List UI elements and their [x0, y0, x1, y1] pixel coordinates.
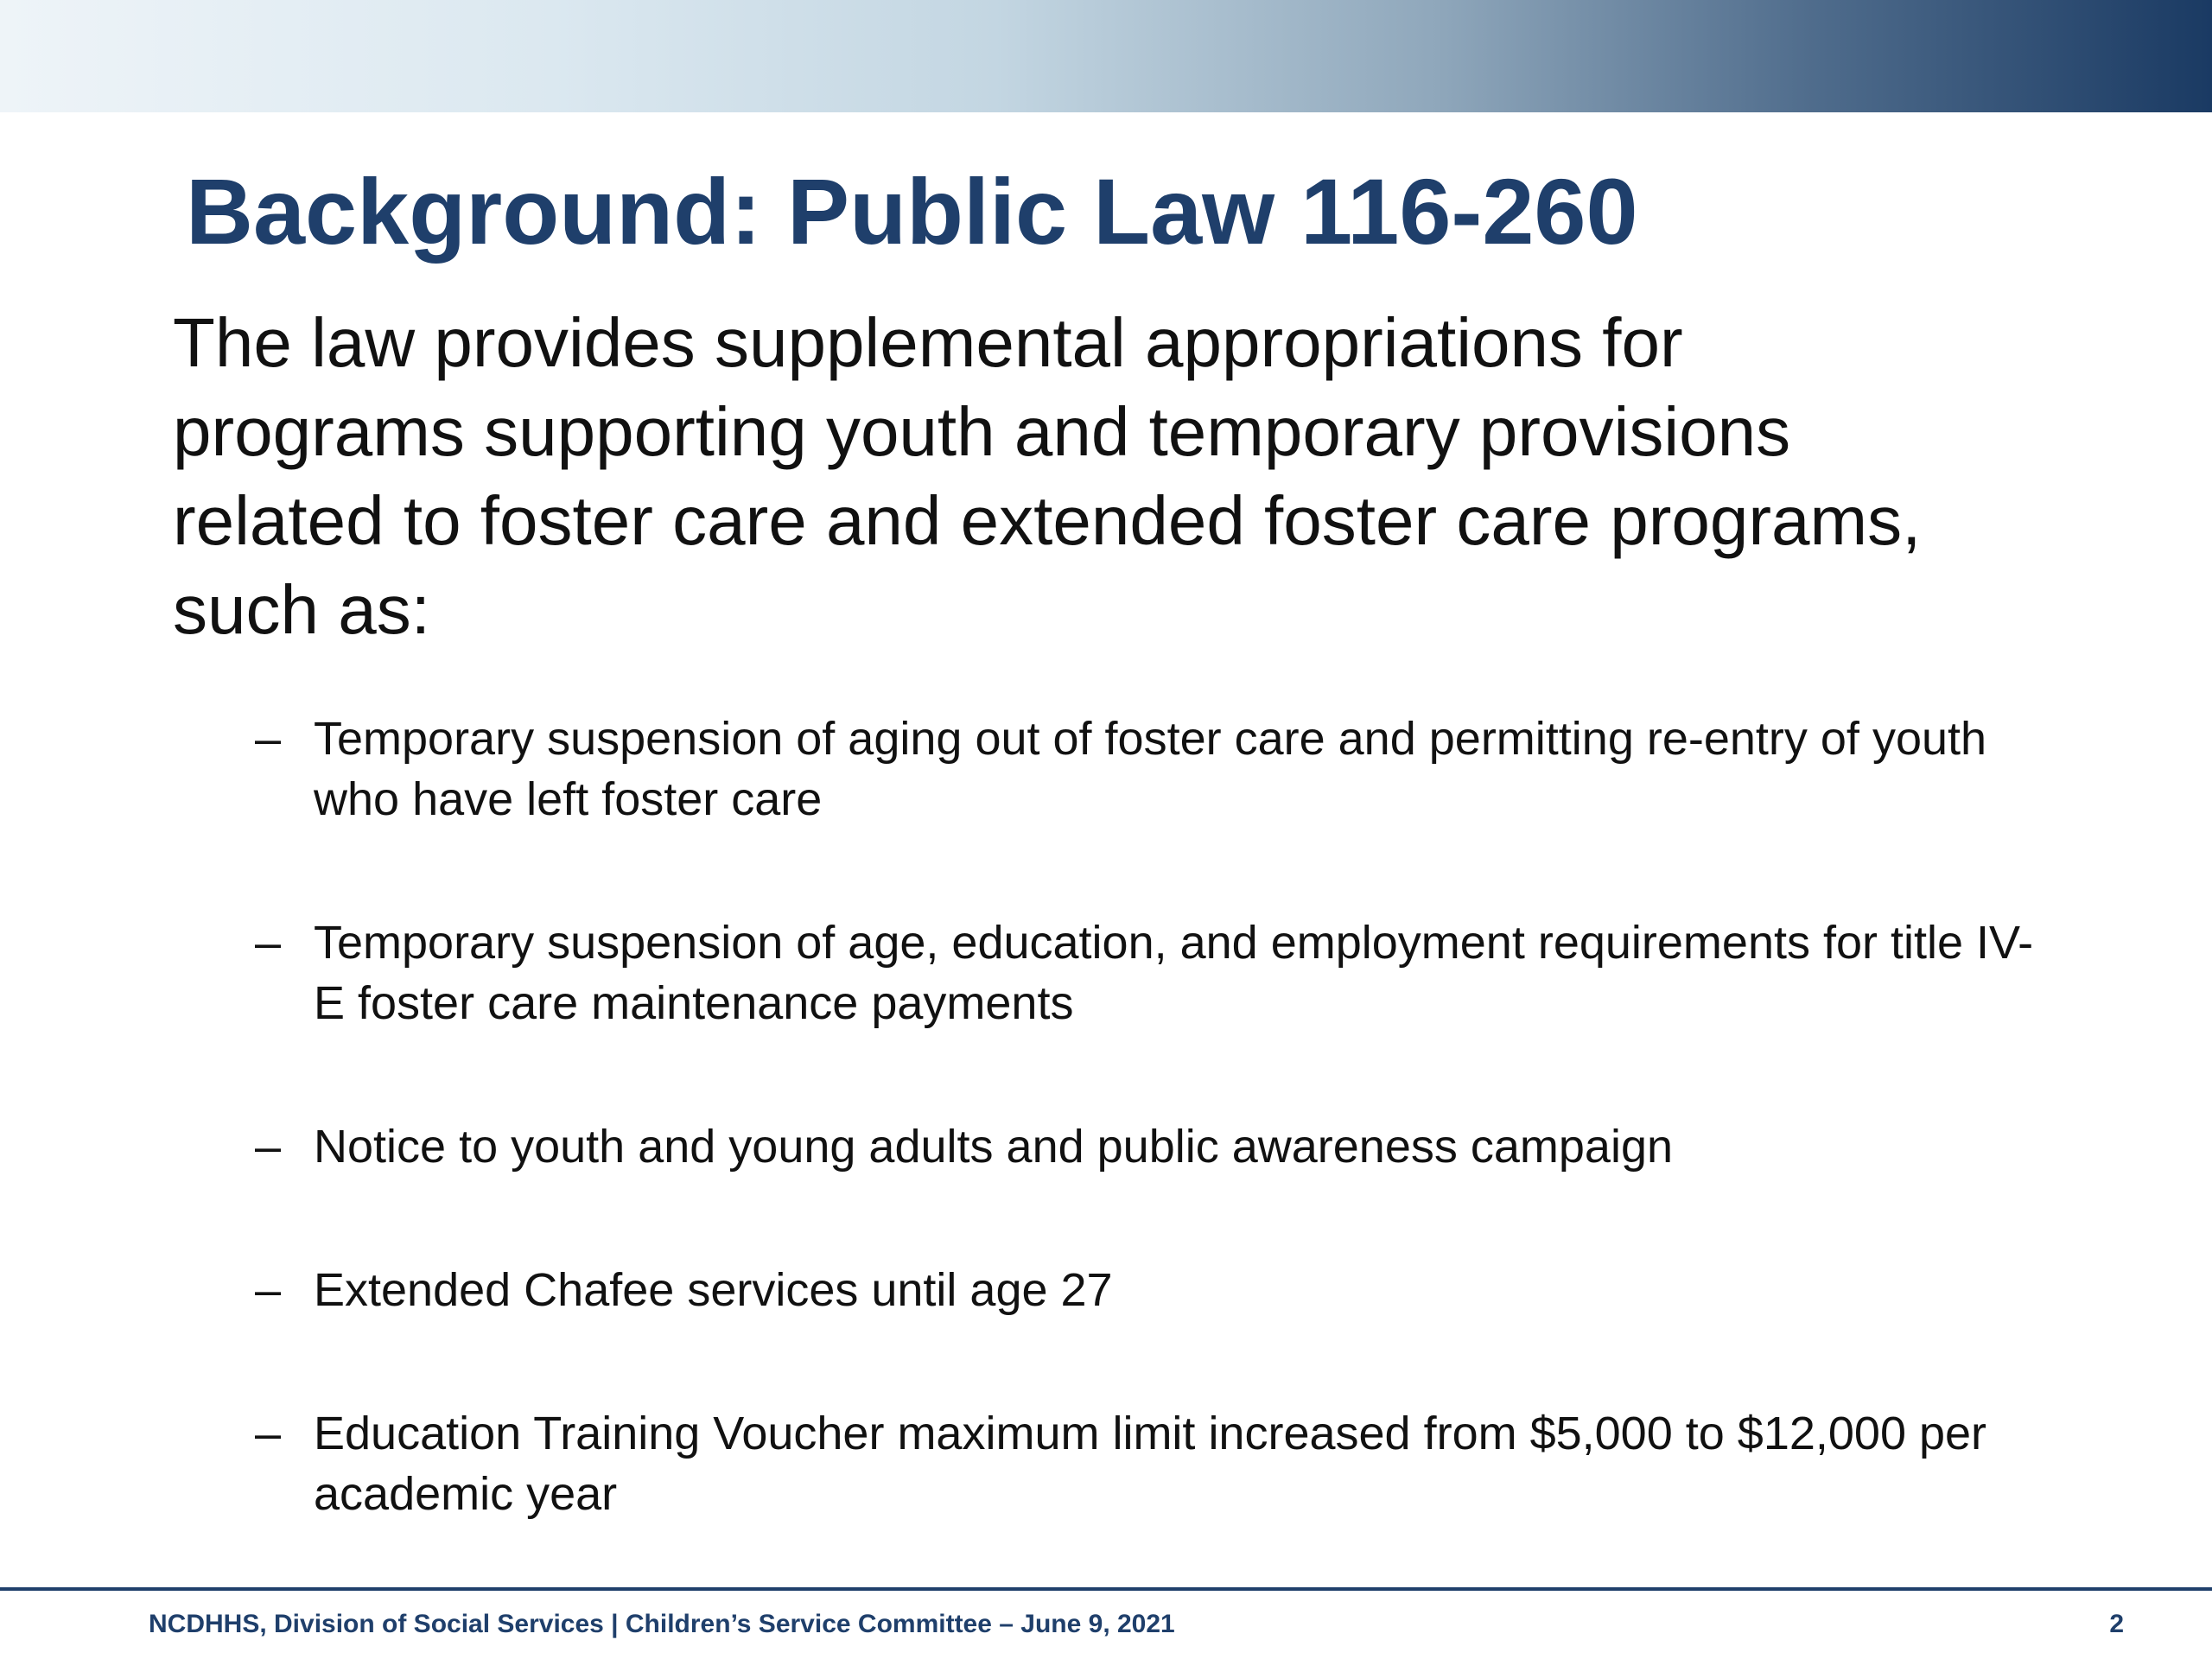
bullet-dash: – — [255, 1264, 282, 1316]
bullet-text: Temporary suspension of aging out of foster care and permitting re-entry of youth who have left foster care — [314, 713, 1987, 825]
slide-title: Background: Public Law 116-260 — [186, 159, 1638, 264]
page-number: 2 — [2109, 1610, 2124, 1638]
bullet-item — [255, 709, 2052, 830]
bullet-dash: – — [255, 713, 282, 765]
bullet-text: Temporary suspension of age, education, and employment requirements for title IV-E foster care maintenance payments — [314, 917, 2034, 1029]
bullet-item — [255, 1116, 2052, 1177]
bullet-text: Notice to youth and young adults and public awareness campaign — [314, 1121, 1674, 1173]
bullet-text: Education Training Voucher maximum limit increased from $5,000 to $12,000 per academic year — [314, 1408, 1987, 1520]
bullet-text: Extended Chafee services until age 27 — [314, 1264, 1113, 1316]
bullet-dash: – — [255, 917, 282, 969]
bullet-dash: – — [255, 1408, 282, 1459]
header-gradient-banner — [0, 0, 2212, 112]
footer-divider — [0, 1587, 2212, 1591]
intro-paragraph: The law provides supplemental appropriations for programs supporting youth and temporary provisions related to foster care and extended foster care programs, such as: — [173, 304, 1922, 648]
bullet-item — [255, 1260, 2052, 1320]
bullet-item — [255, 912, 2052, 1033]
bullet-list — [255, 709, 2052, 1524]
footer-text: NCDHHS, Division of Social Services | Children’s Service Committee – June 9, 2021 — [149, 1610, 1175, 1638]
bullet-dash: – — [255, 1121, 282, 1173]
bullet-item — [255, 1403, 2052, 1524]
